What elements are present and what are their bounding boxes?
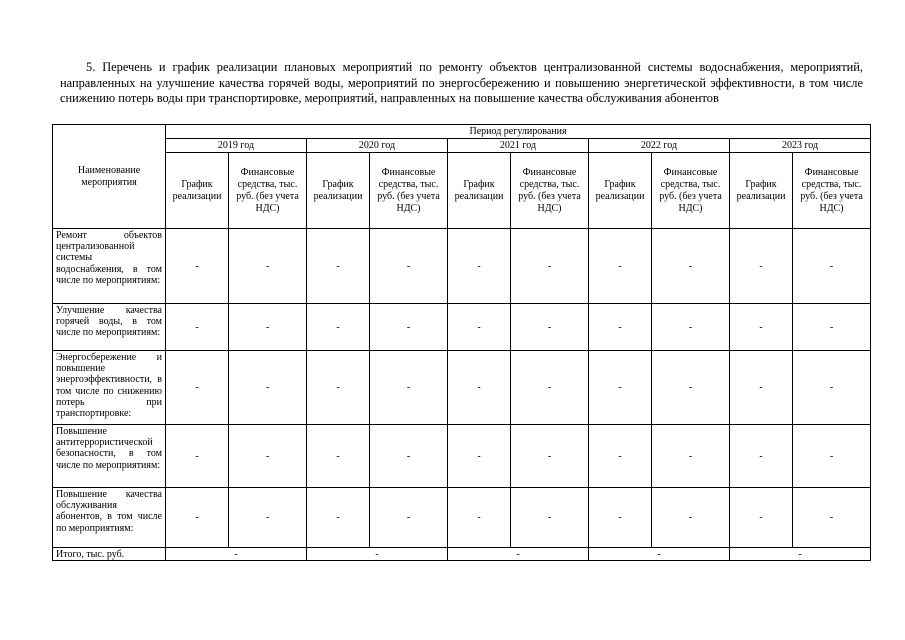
year-header: 2021 год <box>448 139 589 153</box>
total-value: - <box>589 548 730 561</box>
finance-subheader: Финансовые средства, тыс. руб. (без учета НДС) <box>652 153 730 229</box>
value-cell: - <box>307 229 370 304</box>
activity-name: Энергосбережение и повышение энергоэффективности, в том числе по снижению потерь при транспортировке: <box>53 351 166 425</box>
schedule-subheader: График реализации <box>166 153 229 229</box>
year-header-row <box>53 139 871 153</box>
value-cell: - <box>307 351 370 425</box>
value-cell: - <box>370 351 448 425</box>
year-header: 2022 год <box>589 139 730 153</box>
finance-subheader: Финансовые средства, тыс. руб. (без учета НДС) <box>229 153 307 229</box>
value-cell: - <box>652 488 730 548</box>
total-value: - <box>730 548 871 561</box>
value-cell: - <box>166 425 229 488</box>
value-cell: - <box>589 229 652 304</box>
table-row <box>53 229 871 304</box>
schedule-subheader: График реализации <box>448 153 511 229</box>
value-cell: - <box>589 488 652 548</box>
year-header: 2023 год <box>730 139 871 153</box>
sub-header-row <box>53 153 871 229</box>
value-cell: - <box>229 229 307 304</box>
value-cell: - <box>166 229 229 304</box>
activity-name: Повышение качества обслуживания абонентов, в том числе по мероприятиям: <box>53 488 166 548</box>
activity-name: Улучшение качества горячей воды, в том числе по мероприятиям: <box>53 304 166 351</box>
value-cell: - <box>730 229 793 304</box>
value-cell: - <box>166 304 229 351</box>
total-value: - <box>448 548 589 561</box>
year-header: 2020 год <box>307 139 448 153</box>
value-cell: - <box>448 229 511 304</box>
value-cell: - <box>448 488 511 548</box>
finance-subheader: Финансовые средства, тыс. руб. (без учета НДС) <box>511 153 589 229</box>
value-cell: - <box>589 304 652 351</box>
activity-name: Повышение антитеррористической безопасности, в том числе по мероприятиям: <box>53 425 166 488</box>
period-header-row <box>53 125 871 139</box>
value-cell: - <box>793 351 871 425</box>
value-cell: - <box>307 425 370 488</box>
value-cell: - <box>166 488 229 548</box>
value-cell: - <box>511 488 589 548</box>
value-cell: - <box>730 488 793 548</box>
value-cell: - <box>730 351 793 425</box>
value-cell: - <box>448 351 511 425</box>
value-cell: - <box>229 425 307 488</box>
value-cell: - <box>793 304 871 351</box>
total-row <box>53 548 871 561</box>
table-row <box>53 488 871 548</box>
value-cell: - <box>511 425 589 488</box>
value-cell: - <box>589 425 652 488</box>
intro-paragraph: 5. Перечень и график реализации плановых мероприятий по ремонту объектов централизованной системы водоснабжения, мероприятий, направленных на улучшение качества горячей воды, мероприятий по энергосбережению и повышению энергетической эффективности, в том числе снижению потерь воды при транспортировке, мероприятий, направленных на повышение качества обслуживания абонентов <box>60 60 863 105</box>
table-row <box>53 425 871 488</box>
value-cell: - <box>793 488 871 548</box>
value-cell: - <box>370 425 448 488</box>
value-cell: - <box>511 351 589 425</box>
activity-name: Ремонт объектов централизованной системы водоснабжения, в том числе по мероприятиям: <box>53 229 166 304</box>
value-cell: - <box>229 351 307 425</box>
schedule-subheader: График реализации <box>307 153 370 229</box>
value-cell: - <box>652 229 730 304</box>
value-cell: - <box>652 304 730 351</box>
total-label: Итого, тыс. руб. <box>53 548 166 561</box>
year-header: 2019 год <box>166 139 307 153</box>
value-cell: - <box>448 425 511 488</box>
value-cell: - <box>652 351 730 425</box>
value-cell: - <box>730 304 793 351</box>
schedule-subheader: График реализации <box>730 153 793 229</box>
value-cell: - <box>370 229 448 304</box>
value-cell: - <box>370 488 448 548</box>
value-cell: - <box>448 304 511 351</box>
value-cell: - <box>229 488 307 548</box>
value-cell: - <box>511 229 589 304</box>
table-body <box>53 229 871 561</box>
value-cell: - <box>229 304 307 351</box>
finance-subheader: Финансовые средства, тыс. руб. (без учета НДС) <box>793 153 871 229</box>
value-cell: - <box>307 488 370 548</box>
value-cell: - <box>370 304 448 351</box>
activity-name-header: Наименование мероприятия <box>53 125 166 229</box>
table-row <box>53 304 871 351</box>
value-cell: - <box>652 425 730 488</box>
total-value: - <box>307 548 448 561</box>
activities-plan-table <box>52 124 871 561</box>
intro-section <box>60 60 863 107</box>
value-cell: - <box>307 304 370 351</box>
total-value: - <box>166 548 307 561</box>
schedule-subheader: График реализации <box>589 153 652 229</box>
value-cell: - <box>793 229 871 304</box>
value-cell: - <box>793 425 871 488</box>
value-cell: - <box>730 425 793 488</box>
period-header: Период регулирования <box>166 125 871 139</box>
value-cell: - <box>511 304 589 351</box>
value-cell: - <box>166 351 229 425</box>
value-cell: - <box>589 351 652 425</box>
finance-subheader: Финансовые средства, тыс. руб. (без учета НДС) <box>370 153 448 229</box>
table-row <box>53 351 871 425</box>
